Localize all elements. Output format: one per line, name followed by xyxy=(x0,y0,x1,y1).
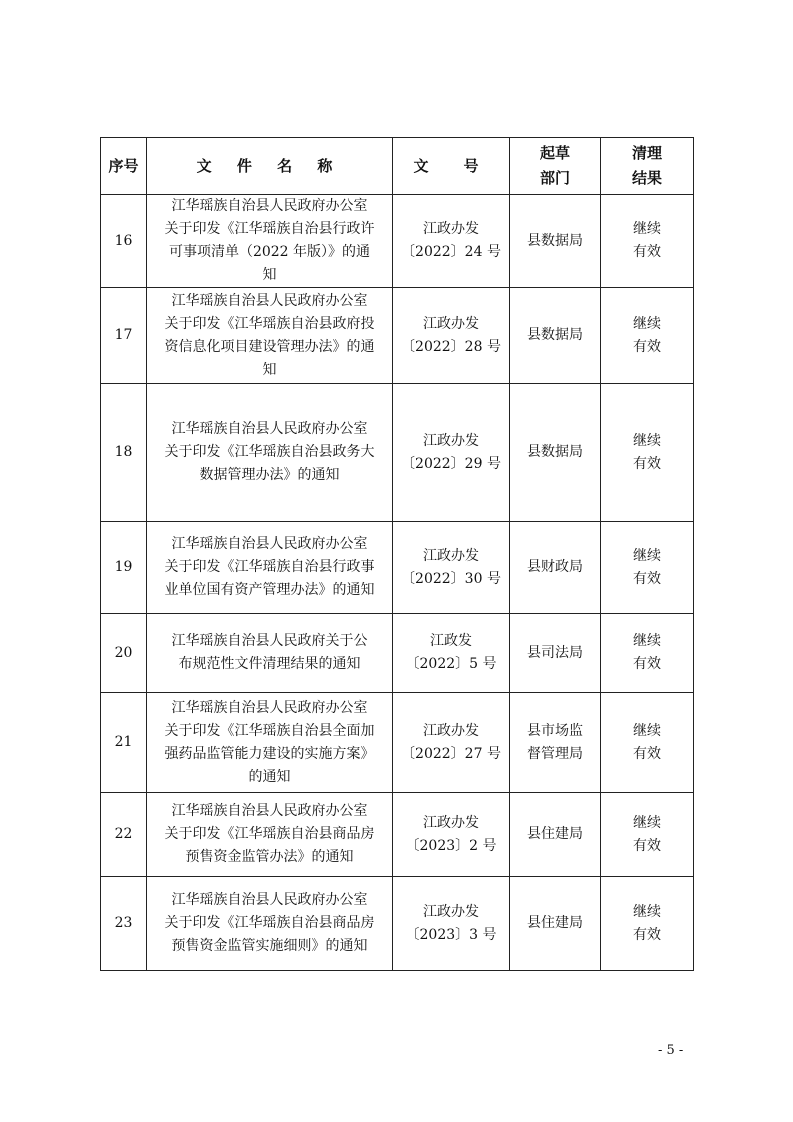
document-name-line: 江华瑶族自治县人民政府办公室 xyxy=(171,803,368,819)
document-number xyxy=(393,877,510,971)
document-name-line: 关于印发《江华瑶族自治县行政许 xyxy=(164,221,375,237)
drafting-department xyxy=(510,195,601,288)
drafting-department-line: 县数据局 xyxy=(527,327,583,343)
document-number-line: 江政办发 xyxy=(423,315,479,332)
regulation-cleanup-table xyxy=(100,137,694,971)
drafting-department-line: 县司法局 xyxy=(527,644,583,661)
document-name xyxy=(147,195,393,288)
table-row xyxy=(101,288,694,384)
document-name-line: 江华瑶族自治县人民政府办公室 xyxy=(171,699,368,716)
drafting-department-line: 县住建局 xyxy=(527,915,583,931)
document-name-line: 知 xyxy=(262,361,277,378)
document-number-line: 江政办发 xyxy=(423,221,479,237)
header-result: 清理 结果 xyxy=(601,138,694,195)
document-number-line: 江政办发 xyxy=(423,432,479,449)
table-row xyxy=(101,793,694,877)
document-name-line: 江华瑶族自治县人民政府办公室 xyxy=(171,536,368,552)
document-name-line: 可事项清单（2022 年版）》的通 xyxy=(168,244,371,260)
cleanup-result xyxy=(601,195,694,288)
document-name-line: 江华瑶族自治县人民政府关于公 xyxy=(171,633,368,649)
cleanup-result-line: 继续 xyxy=(633,633,661,649)
table-header-row xyxy=(101,138,694,195)
header-doc-no xyxy=(393,138,510,195)
drafting-department xyxy=(510,793,601,877)
drafting-department xyxy=(510,384,601,522)
drafting-department-line: 县住建局 xyxy=(527,826,583,842)
document-number xyxy=(393,384,510,522)
page-number: - 5 - xyxy=(658,1043,684,1058)
cleanup-result xyxy=(601,793,694,877)
row-number: 18 xyxy=(101,384,147,522)
document-name-line: 强药品监管能力建设的实施方案》 xyxy=(164,745,375,762)
document-name-line: 关于印发《江华瑶族自治县政务大 xyxy=(164,444,375,460)
drafting-department-line: 督管理局 xyxy=(527,745,583,762)
drafting-department-line: 县数据局 xyxy=(527,444,583,460)
document-number xyxy=(393,522,510,614)
header-name xyxy=(147,138,393,195)
cleanup-result-line: 有效 xyxy=(633,745,661,762)
drafting-department xyxy=(510,877,601,971)
document-name xyxy=(147,614,393,693)
header-name-text: 文 件 名 称 xyxy=(196,156,343,175)
document-number-line: 〔2022〕30 号 xyxy=(401,570,501,587)
document-name-line: 业单位国有资产管理办法》的通知 xyxy=(164,582,375,598)
document-name xyxy=(147,384,393,522)
cleanup-result xyxy=(601,877,694,971)
header-no: 序号 xyxy=(101,138,147,195)
document-name-line: 资信息化项目建设管理办法》的通 xyxy=(164,338,375,355)
document-name xyxy=(147,288,393,384)
drafting-department-line: 县市场监 xyxy=(527,722,583,739)
document-number-line: 江政发 xyxy=(430,633,472,649)
cleanup-result-line: 继续 xyxy=(633,547,661,564)
cleanup-result-line: 有效 xyxy=(633,338,661,355)
row-number: 16 xyxy=(101,195,147,288)
cleanup-result-line: 有效 xyxy=(633,837,661,854)
cleanup-result xyxy=(601,614,694,693)
row-number: 21 xyxy=(101,693,147,793)
drafting-department xyxy=(510,614,601,693)
document-number-line: 江政办发 xyxy=(423,903,479,920)
document-name-line: 布规范性文件清理结果的通知 xyxy=(178,656,361,672)
table-row xyxy=(101,614,694,693)
document-number xyxy=(393,693,510,793)
cleanup-result xyxy=(601,693,694,793)
document-name-line: 数据管理办法》的通知 xyxy=(199,467,340,483)
document-name-line: 知 xyxy=(262,267,277,283)
document-name-line: 江华瑶族自治县人民政府办公室 xyxy=(171,892,368,908)
document-name-line: 关于印发《江华瑶族自治县全面加 xyxy=(164,722,375,739)
cleanup-result-line: 有效 xyxy=(633,455,661,472)
document-name-line: 江华瑶族自治县人民政府办公室 xyxy=(171,198,368,214)
cleanup-result-line: 继续 xyxy=(633,315,661,332)
cleanup-result-line: 继续 xyxy=(633,814,661,831)
document-number-line: 〔2022〕28 号 xyxy=(401,338,501,355)
document-name-line: 江华瑶族自治县人民政府办公室 xyxy=(171,421,368,437)
table-row xyxy=(101,384,694,522)
document-number-line: 〔2023〕3 号 xyxy=(405,926,497,943)
document-number-line: 〔2022〕5 号 xyxy=(405,656,497,672)
cleanup-result-line: 继续 xyxy=(633,221,661,237)
cleanup-result-line: 有效 xyxy=(633,570,661,587)
document-number-line: 〔2023〕2 号 xyxy=(405,837,497,854)
cleanup-result xyxy=(601,384,694,522)
document-name-line: 关于印发《江华瑶族自治县商品房 xyxy=(164,915,375,931)
cleanup-result-line: 继续 xyxy=(633,903,661,920)
document-number-line: 〔2022〕24 号 xyxy=(401,244,501,260)
row-number: 20 xyxy=(101,614,147,693)
row-number: 19 xyxy=(101,522,147,614)
document-name-line: 关于印发《江华瑶族自治县行政事 xyxy=(164,559,375,575)
document-name-line: 预售资金监管实施细则》的通知 xyxy=(171,938,368,954)
header-dept: 起草 部门 xyxy=(510,138,601,195)
table-row xyxy=(101,877,694,971)
document-number-line: 江政办发 xyxy=(423,814,479,831)
document-number xyxy=(393,793,510,877)
document-number-line: 〔2022〕27 号 xyxy=(401,745,501,762)
document-name xyxy=(147,877,393,971)
cleanup-result xyxy=(601,288,694,384)
drafting-department xyxy=(510,522,601,614)
drafting-department-line: 县财政局 xyxy=(527,559,583,575)
document-name-line: 的通知 xyxy=(248,768,291,785)
drafting-department xyxy=(510,288,601,384)
cleanup-result xyxy=(601,522,694,614)
document-name xyxy=(147,693,393,793)
cleanup-result-line: 继续 xyxy=(633,722,661,739)
cleanup-result-line: 有效 xyxy=(633,926,661,943)
document-number-line: 江政办发 xyxy=(423,722,479,739)
document-number-line: 江政办发 xyxy=(423,547,479,564)
drafting-department-line: 县数据局 xyxy=(527,232,583,249)
row-number: 17 xyxy=(101,288,147,384)
document-number-line: 〔2022〕29 号 xyxy=(401,455,501,472)
table-row xyxy=(101,693,694,793)
document-name xyxy=(147,793,393,877)
document-number xyxy=(393,288,510,384)
document-name-line: 江华瑶族自治县人民政府办公室 xyxy=(171,292,368,309)
cleanup-result-line: 有效 xyxy=(633,656,661,672)
drafting-department xyxy=(510,693,601,793)
row-number: 22 xyxy=(101,793,147,877)
header-doc-no-text: 文 号 xyxy=(413,156,489,175)
table-row xyxy=(101,522,694,614)
row-number: 23 xyxy=(101,877,147,971)
document-name xyxy=(147,522,393,614)
document-name-line: 关于印发《江华瑶族自治县商品房 xyxy=(164,826,375,842)
cleanup-result-line: 继续 xyxy=(633,432,661,449)
document-number xyxy=(393,195,510,288)
cleanup-result-line: 有效 xyxy=(633,244,661,260)
table-row xyxy=(101,195,694,288)
document-number xyxy=(393,614,510,693)
document-name-line: 预售资金监管办法》的通知 xyxy=(185,849,354,865)
document-name-line: 关于印发《江华瑶族自治县政府投 xyxy=(164,315,375,332)
